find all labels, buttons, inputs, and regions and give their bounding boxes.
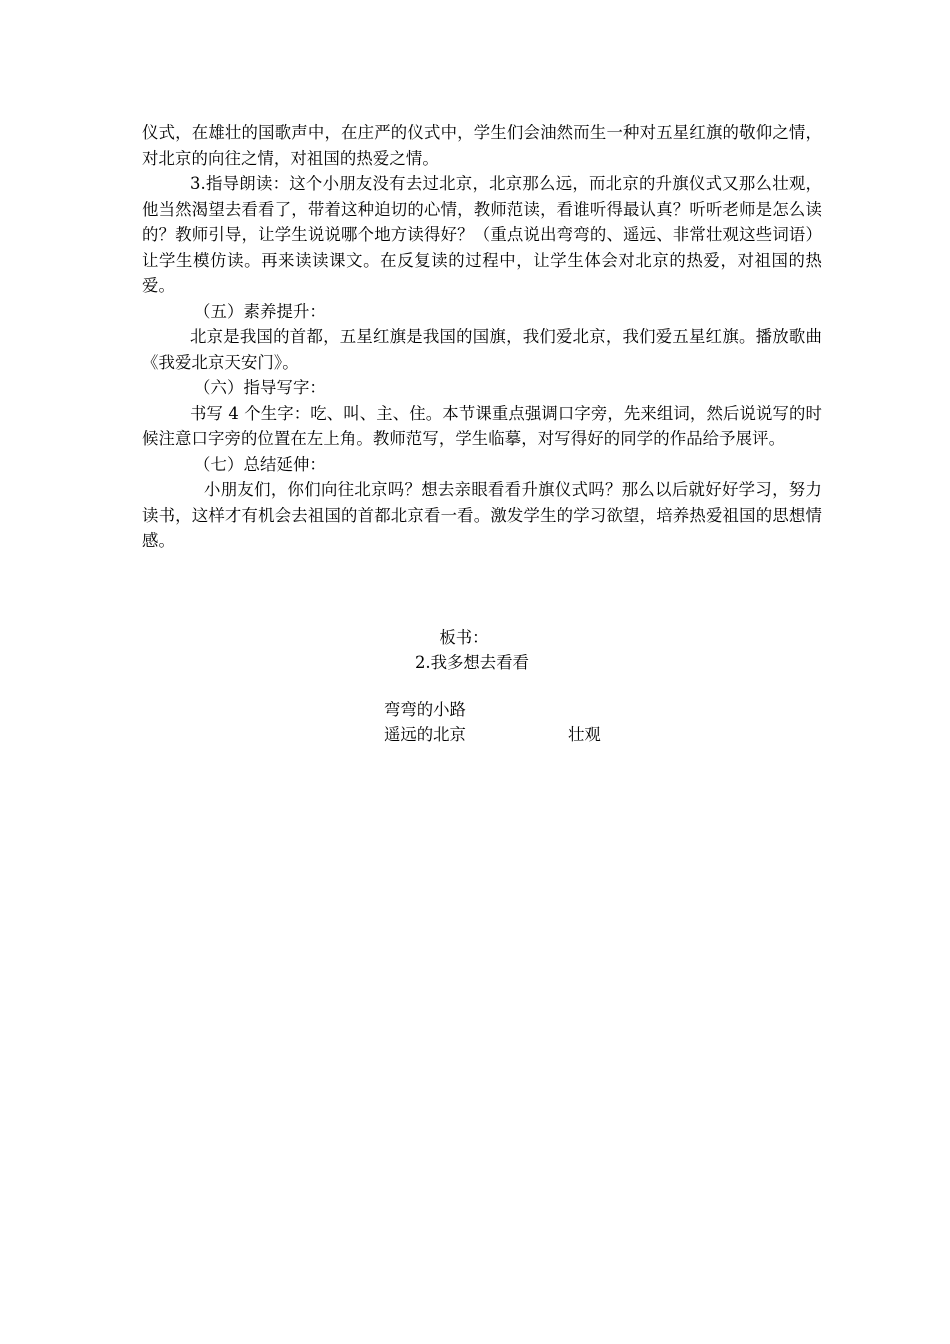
lesson-body <box>142 120 822 554</box>
blackboard-left-column <box>384 697 466 747</box>
section-heading-writing: （六）指导写字： <box>194 378 326 397</box>
paragraph-literacy: 北京是我国的首都，五星红旗是我国的国旗，我们爱北京，我们爱五星红旗。播放歌曲《我爱北京天安门》。 <box>142 327 822 372</box>
blackboard-line-1: 弯弯的小路 <box>384 700 466 719</box>
section-heading-summary: （七）总结延伸： <box>194 454 326 474</box>
blackboard-right-word: 壮观 <box>568 725 601 744</box>
paragraph-summary: 小朋友们，你们向往北京吗？想去亲眼看看升旗仪式吗？那么以后就好好学习，努力读书，这样才有机会去祖国的首都北京看一看。激发学生的学习欲望，培养热爱祖国的思想情感。 <box>142 480 822 550</box>
blackboard-title: 2.我多想去看看 <box>415 653 529 672</box>
blackboard-line-2: 遥远的北京 <box>384 725 466 744</box>
paragraph-writing: 书写 4 个生字：吃、叫、主、住。本节课重点强调口字旁，先来组词，然后说说写的时候注意口字旁的位置在左上角。教师范写，学生临摹，对写得好的同学的作品给予展评。 <box>142 403 822 448</box>
blackboard-header <box>0 625 950 675</box>
section-heading-literacy: （五）素养提升： <box>194 301 326 321</box>
paragraph-guided-reading: 3.指导朗读：这个小朋友没有去过北京，北京那么远，而北京的升旗仪式又那么壮观，他当然渴望去看看了，带着这种迫切的心情，教师范读，看谁听得最认真？听听老师是怎么读的？教师引导，让学生说说哪个地方读得好？（重点说出弯弯的、遥远、非常壮观这些词语）让学生模仿读。再来读读课文。在反复读的过程中，让学生体会对北京的热爱，对祖国的热爱。 <box>142 174 822 295</box>
paragraph-continuation: 仪式，在雄壮的国歌声中，在庄严的仪式中，学生们会油然而生一种对五星红旗的敬仰之情，对北京的向往之情，对祖国的热爱之情。 <box>142 123 822 168</box>
blackboard-heading: 板书： <box>439 628 489 647</box>
